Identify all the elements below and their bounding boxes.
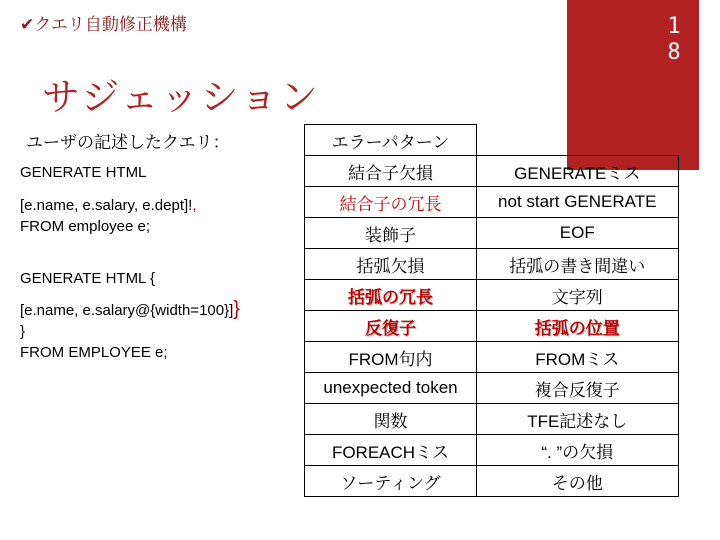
table-header-row [305, 125, 679, 156]
query-label: ユーザの記述したクエリ： [26, 133, 230, 153]
query1-line3: FROM employee e; [20, 218, 151, 235]
table-row [305, 311, 679, 342]
table-row [305, 466, 679, 497]
table-cell: 括弧の書き間違い [477, 249, 679, 280]
table-cell: FOREACHミス [305, 435, 477, 466]
query1-line1: GENERATE HTML [20, 164, 147, 181]
table-header: エラーパターン [305, 125, 477, 156]
query2-line4: FROM EMPLOYEE e; [20, 344, 168, 361]
table-cell: ソーティング [305, 466, 477, 497]
query1-error-mark: , [192, 197, 197, 214]
query2-line2 [20, 299, 240, 321]
table-cell: 複合反復子 [477, 373, 679, 404]
query1-line2-text: [e.name, e.salary, e.dept]! [20, 197, 193, 214]
query2-error-mark: } [233, 298, 240, 320]
table-cell: EOF [477, 218, 679, 249]
section-title: ✔クエリ自動修正機構 [20, 15, 187, 35]
query2-line3: } [20, 323, 26, 340]
table-row [305, 342, 679, 373]
table-cell: “. ”の欠損 [477, 435, 679, 466]
query2-line1: GENERATE HTML { [20, 270, 156, 287]
table-cell: 括弧の位置 [477, 311, 679, 342]
table-cell: 関数 [305, 404, 477, 435]
table-row [305, 187, 679, 218]
query-example-2 [20, 268, 240, 363]
table-row [305, 156, 679, 187]
table-cell: unexpected token [305, 373, 477, 404]
table-row [305, 280, 679, 311]
table-cell: 反復子 [305, 311, 477, 342]
table-cell: 括弧の冗長 [305, 280, 477, 311]
table-cell: その他 [477, 466, 679, 497]
query1-line2 [20, 195, 197, 216]
page-number: 18 [667, 14, 681, 65]
slide-title: サジェッション [42, 75, 320, 119]
table-cell: 括弧欠損 [305, 249, 477, 280]
table-cell: 装飾子 [305, 218, 477, 249]
query-example-1 [20, 162, 197, 237]
table-cell: FROM句内 [305, 342, 477, 373]
table-row [305, 404, 679, 435]
table-cell: GENERATEミス [477, 156, 679, 187]
table-cell: FROMミス [477, 342, 679, 373]
query2-line2-text: [e.name, e.salary@{width=100}] [20, 302, 234, 319]
table-cell: 結合子欠損 [305, 156, 477, 187]
table-row [305, 435, 679, 466]
table-row [305, 218, 679, 249]
table-cell: 文字列 [477, 280, 679, 311]
empty-cell [477, 125, 679, 156]
table-cell: 結合子の冗長 [305, 187, 477, 218]
table-row [305, 249, 679, 280]
table-cell: not start GENERATE [477, 187, 679, 218]
table-cell: TFE記述なし [477, 404, 679, 435]
error-pattern-table [304, 124, 679, 497]
table-row [305, 373, 679, 404]
